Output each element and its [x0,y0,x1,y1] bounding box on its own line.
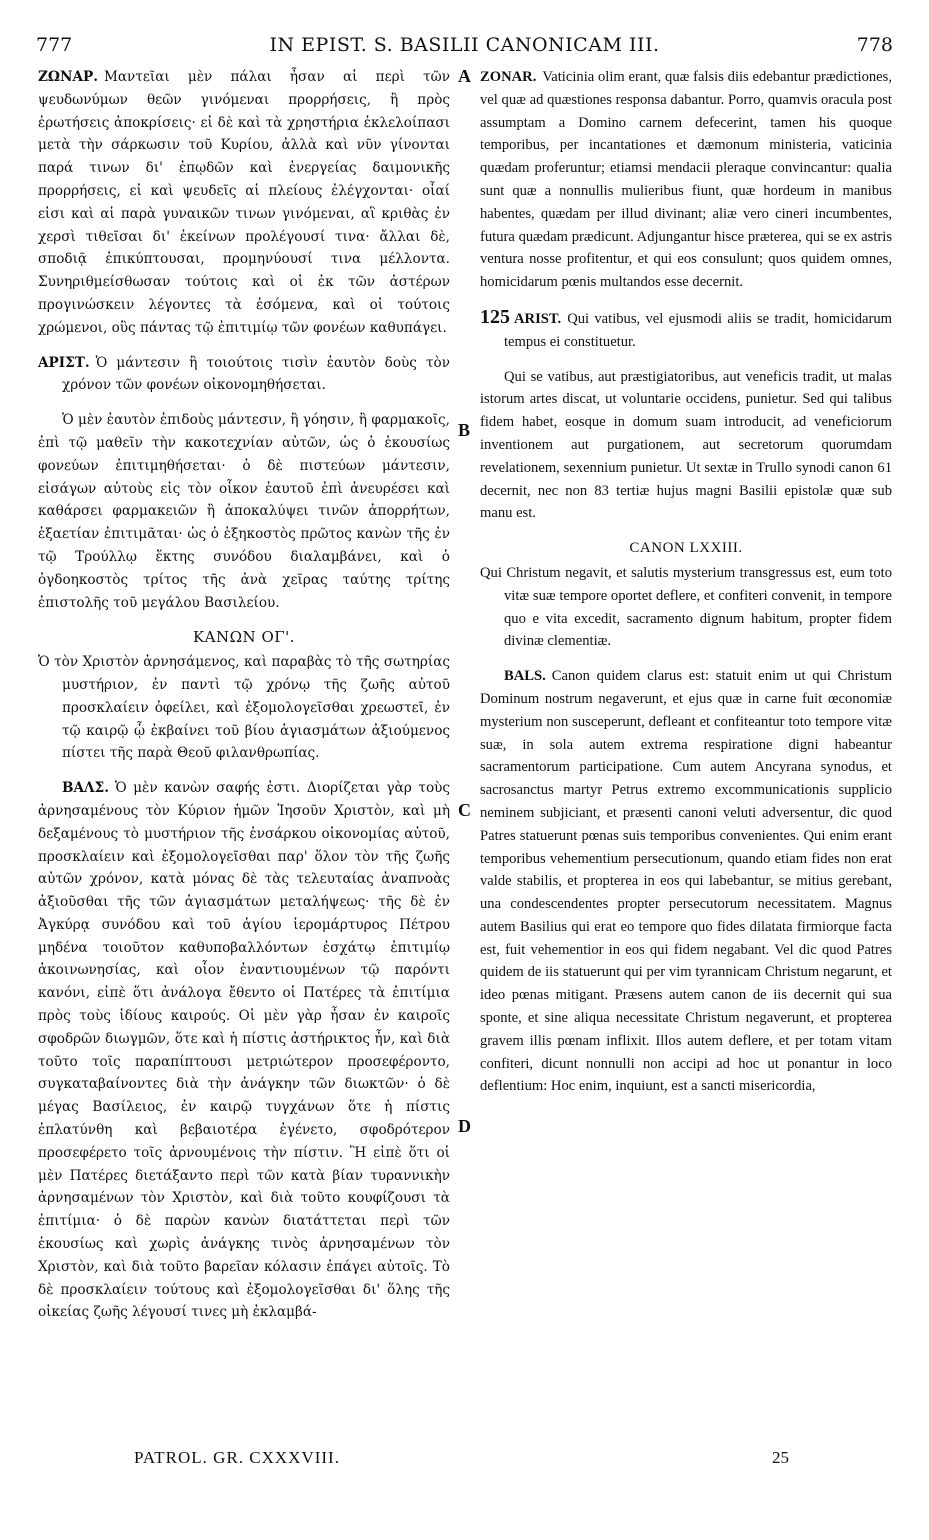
latin-arist-comment: Qui se vatibus, aut præstigiatoribus, aut veneficis tradit, ut malas istorum artes discat, ut voluntarie occidens, punietur. Sed qui talibus fidem habet, eosque in domum suam introducit, ad veneficiorum inventionem aut purgationem, aut secretorum quorumdam revelationem, sexennium punietur. Ut sextæ in Trullo synodi canon 61 decernit, nec non 83 tertiæ hujus magni Basilii epistolæ quæ sub manu est. [480,368,892,522]
latin-arist-text: Qui vatibus, vel ejusmodi aliis se tradit, homicidarum tempus ei constituetur. [504,310,892,350]
greek-arist-comment: Ὁ μὲν ἑαυτὸν ἐπιδοὺς μάντεσιν, ἢ γόησιν, ἢ φαρμακοῖς, ἐπὶ τῷ μαθεῖν τὴν κακοτεχνίαν αὐτῶν, ὡς ὁ ἑκουσίως φονεύων ἐπιτιμηθήσεται· ὁ δὲ πιστεύων μάντεσιν, εἰσάγων αὐτοὺς εἰς τὸν οἶκον ἑαυτοῦ ἐπὶ ἀνευρέσει καὶ καθάρσει φαρμακειῶν ἢ ἀποκαλύψει τινῶν ἀπορρήτων, ἑξαετίαν ἐπιτιμᾶται· ὡς ὁ ἑξηκοστὸς πρῶτος κανὼν τῆς ἐν τῷ Τρούλλῳ ἕκτης συνόδου διαλαμβάνει, καὶ ὁ ὀγδοηκοστὸς τρίτος τῆς ἀνὰ χεῖρας ταύτης τρίτης ἐπιστολῆς τοῦ μεγάλου Βασιλείου. [38,412,450,611]
greek-bals-paragraph [38,777,450,1324]
greek-arist-label: ΑΡΙΣΤ. [38,354,90,371]
greek-column [38,66,450,1336]
greek-zonar-label: ΖΩΝΑΡ. [38,69,98,85]
section-marker-d: D [458,1116,471,1136]
running-title: IN EPIST. S. BASILII CANONICAM III. [269,34,660,56]
greek-bals-text: Ὁ μὲν κανὼν σαφής ἐστι. Διορίζεται γὰρ τοὺς ἀρνησαμένους τὸν Κύριον ἡμῶν Ἰησοῦν Χριστὸν, καὶ μὴ δεξαμένους τὸ μυστήριον τῆς ἐνσάρκου οἰκονομίας αὐτοῦ, προσκλαίειν καὶ ἐξομολογεῖσθαι παρ' ὅλον τὸν τῆς ζωῆς αὐτῶν χρόνον, κατὰ μόνας δὲ τὰς τελευταίας ἀναπνοὰς ἀξιοῦσθαι τῆς τῶν ἁγιασμάτων μεταλήψεως· τῆς δὲ ἐν Ἀγκύρᾳ συνόδου καὶ τοῦ ἁγίου ἱερομάρτυρος Πέτρου μηδένα τοιοῦτον καθυποβαλλόντων ἐσχάτῳ ἐπιτιμίῳ ἀκοινωνησίας, καὶ οἷον ἐναντιουμένων τῷ παρόντι κανόνι, εἰπὲ ὅτι ἀνάλογα ἔθεντο οἱ Πατέρες τὰ ἐπιτίμια πρὸς τοὺς ἰδίους καιρούς. Οἱ μὲν γὰρ ἦσαν ἐν καιροῖς σφοδρῶν διωγμῶν, ὅτε καὶ ἡ πίστις ἀστήρικτος ἦν, καὶ διὰ τοῦτο τοῖς παραπίπτουσι μετριώτερον προσεφέροντο, συγκαταβαίνοντες διὰ τὴν ἀνάγκην τῶν διωκτῶν· ὁ δὲ μέγας Βασίλειος, ἐν καιρῷ τυγχάνων ὅτε ἡ πίστις ἐπλατύνθη καὶ βεβαιοτέρα ἐγένετο, σφοδρότερον προσεφέρετο τοῖς ἀρνουμένοις τὴν πίστιν. Ἢ εἰπὲ ὅτι οἱ μὲν Πατέρες διετάξαντο περὶ τῶν κατὰ βίαν τυραννικὴν ἀρνησαμένων τὸν Χριστὸν, καὶ διὰ τοῦτο κουφίζουσι τὰ ἐπιτίμια· ὁ δὲ παρὼν κανὼν διατάττεται περὶ τῶν ἑκουσίως καὶ χωρὶς ἀνάγκης τινὸς ἀρνησαμένων τὸν Χριστὸν, καὶ διὰ τοῦτο βαρεῖαν κόλασιν ἐπάγει αὐτοῖς. Τὸ δὲ προσκλαίειν τούτους καὶ ἐξομολογεῖσθαι δι' ὅλης τῆς οἰκείας ζωῆς λέγουσί τινες μὴ ἐκλαμβά- [38,780,450,1321]
greek-bals-label: ΒΑΛΣ. [62,780,109,797]
section-marker-a: A [458,66,471,86]
right-page-number: 778 [856,34,893,56]
greek-arist-text: Ὁ μάντεσιν ἢ τοιούτοις τισὶν ἑαυτὸν δοὺς τὸν χρόνον τῶν φονέων οἰκονομηθήσεται. [62,354,450,394]
latin-bals-label: BALS. [504,668,546,685]
greek-arist-paragraph [38,352,450,398]
section-marker-b: B [458,420,471,440]
greek-canon-heading: ΚΑΝΩΝ ΟΓ'. [192,628,296,647]
greek-zonar-text: Μαντεῖαι μὲν πάλαι ἦσαν αἱ περὶ τῶν ψευδωνύμων θεῶν γινόμεναι προρρήσεις, ἢ πρὸς ἐρωτήσεις ἀποκρίσεις· εἰ δὲ καὶ τὰ χρηστήρια ἐκλελοίπασι μετὰ τὴν σάρκωσιν τοῦ Κυρίου, ἀλλὰ καὶ νῦν γίνονται παρά τινων δι' ἐπῳδῶν καὶ ἐνεργείας δαιμονικῆς προρρήσεις, εἰ καὶ ψευδεῖς αἱ πλείους ἐλέγχονται· οἷαί εἰσι καὶ αἱ παρὰ γυναικῶν τινων γινόμεναι, αἳ κριθὰς ἐν χερσὶ τιθεῖσαι δι' ἐκείνων προλέγουσί τινα· ἄλλαι δὲ, σποδιᾷ ἐπικύπτουσαι, προμηνύουσί τινα μέλλοντα. Συνηριθμείσθωσαν τούτοις καὶ οἱ ἐκ τῶν ἀστέρων προγινώσκειν λέγοντες τὰ ἐσόμενα, καὶ οἱ τούτοις χρώμενοι, οὓς πάντας τῷ ἐπιτιμίῳ τῶν φονέων καθυπάγει. [38,69,450,336]
latin-bals-paragraph [480,665,892,1098]
greek-canon-text: Ὁ τὸν Χριστὸν ἀρνησάμενος, καὶ παραβὰς τὸ τῆς σωτηρίας μυστήριον, ἐν παντὶ τῷ χρόνῳ τῆς ζωῆς αὐτοῦ προσκλαίειν ὀφείλει, καὶ ἐξομολογεῖσθαι χρεωστεῖ, ἐν τῷ καιρῷ ᾧ ἐκβαίνει τοῦ βίου ἁγιασμάτων ἀξιούμενος πίστει τῆς παρὰ Θεοῦ φιλανθρωπίας. [38,654,450,762]
column-number: 125 [480,305,510,328]
latin-zonar-label: ZONAR. [480,69,537,85]
latin-arist-label: ARIST. [514,310,562,327]
latin-zonar-text: Vaticinia olim erant, quæ falsis diis edebantur prædictiones, vel quæ ad quæstiones responsa dabantur. Porro, quamvis oracula post assumptam a Domino carnem defecerint, tamen his quoque temporibus, per incantationes et dæmonum ministeria, vaticinia quædam proferuntur; etiamsi mendacii pleraque convincantur: qualia sunt quæ a nonnullis mulieribus fiunt, quæ hordeum in manibus habentes, quædam per illud divinant; aliæ vero cineri incumbentes, futura quædam prædicunt. Adjungantur hisce præterea, qui se ex astris ventura nosse profitentur, et qui eos consulunt; quos quidem omnes, homicidarum pœnis multandos esse decernit. [480,69,892,291]
section-marker-c: C [458,800,471,820]
latin-bals-text: Canon quidem clarus est: statuit enim ut qui Christum Dominum nostrum negaverunt, et ejus quæ in carne fuit œconomiæ mysterium non susceperunt, defleant et confiteantur toto tempore vitæ suæ, in sola autem extrema respiratione digni habeantur sacramentorum participatione. Cum autem Ancyrana synodus, et sacrosanctus martyr Petrus extremo excommunicationis supplicio neminem subjiciant, et præsenti canoni veluti adversentur, dic quod Patres statuerunt pœnas suis temporibus convenientes. Qui enim erant temporibus vehementium persecutionum, quando etiam fides non erat valde stabilis, et propterea in eos qui labebantur, se mitius gerebant, una condescendentes propter persecutorum necessitatem. Magnus autem Basilius qui erat eo tempore quo fides dilatata firmiorque facta est, fuit vehementior in eos qui fidem negabant. Vel dic quod Patres quidem de iis statuerunt qui per vim tyrannicam Christum negarunt, et ideo pœnas mitigant. Præsens autem canon de iis decernit qui sua sponte, et sine aliqua necessitate Christum negaverunt, et propterea gravem illis pœnam inflixit. Illos autem deflere, et per totam vitam confiteri, dicunt nonnulli non accipi ad hoc ut ponantur in loco deflentium: Hoc enim, inquiunt, est a sancti misericordia, [480,668,892,1095]
latin-zonar-paragraph [480,66,892,294]
greek-zonar-paragraph [38,66,450,340]
latin-canon-text: Qui Christum negavit, et salutis mysterium transgressus est, eum toto vitæ suæ tempore oportet deflere, et confiteri convenit, in tempore quo e vita excedit, sacramento dignum habitum, propter fidem divinæ clementiæ. [480,564,892,650]
latin-arist-paragraph [480,306,892,354]
left-page-number: 777 [36,34,73,56]
page-header [30,30,899,60]
footer-gathering-number: 25 [772,1448,789,1467]
latin-column [480,66,892,1110]
footer-signature: PATROL. GR. CXXXVIII. [134,1448,340,1467]
latin-canon-heading: CANON LXXIII. [629,540,743,557]
